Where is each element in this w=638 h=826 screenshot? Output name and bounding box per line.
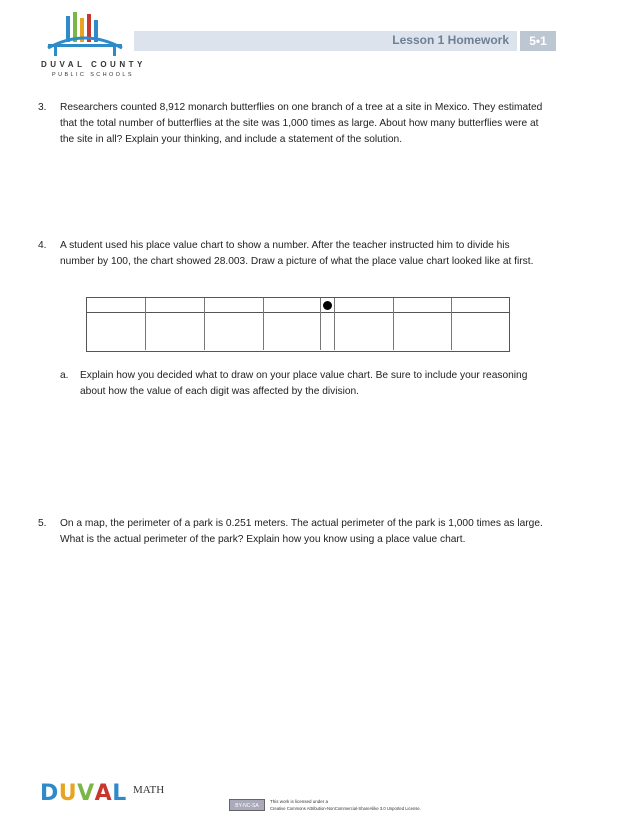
place-value-cell[interactable] xyxy=(335,312,394,350)
header-bar xyxy=(134,31,517,51)
place-value-cell[interactable] xyxy=(452,312,508,350)
place-value-cell[interactable] xyxy=(87,312,146,350)
place-value-cell[interactable] xyxy=(146,312,205,350)
logo-letter: A xyxy=(94,781,113,806)
duval-footer-logo xyxy=(40,781,127,806)
decimal-point-icon xyxy=(323,301,332,310)
place-value-cell xyxy=(335,298,394,312)
place-value-header-row xyxy=(87,298,509,313)
license-line-2: Creative Commons Attribution-NonCommercial-ShareAlike 3.0 Unported License. xyxy=(270,806,421,811)
problem-number: 5. xyxy=(38,518,47,529)
place-value-cell[interactable] xyxy=(205,312,264,350)
logo-letter: L xyxy=(112,781,127,806)
place-value-cell xyxy=(205,298,264,312)
creative-commons-icon: BY-NC-SA xyxy=(229,799,265,811)
problem-4a xyxy=(60,368,550,400)
place-value-cell[interactable] xyxy=(394,312,452,350)
subpart-label: a. xyxy=(60,370,69,381)
logo-letter: D xyxy=(40,781,59,806)
problem-text: A student used his place value chart to show a number. After the teacher instructed him to divide his number by 100, the chart showed 28.003. Draw a picture of what the place value chart looked like at first. xyxy=(60,240,534,267)
logo-letter: V xyxy=(77,781,95,806)
decimal-point-cell xyxy=(321,312,335,350)
problem-3 xyxy=(38,100,543,148)
place-value-cell xyxy=(87,298,146,312)
place-value-cell xyxy=(452,298,508,312)
problem-text: Researchers counted 8,912 monarch butterflies on one branch of a tree at a site in Mexico. They estimated that the total number of butterflies at the site was 1,000 times as large. About how many butterflies were at the site in all? Explain your thinking, and include a statement of the solution. xyxy=(60,102,543,145)
license-line-1: This work is licensed under a xyxy=(270,799,329,804)
district-name: DUVAL COUNTY xyxy=(41,60,146,69)
problem-text: On a map, the perimeter of a park is 0.251 meters. The actual perimeter of the park is 1,000 times as large. What is the actual perimeter of the park? Explain how you know using a place value chart. xyxy=(60,518,543,545)
page-title: Lesson 1 Homework xyxy=(392,33,509,47)
place-value-cell xyxy=(264,298,321,312)
problem-number: 3. xyxy=(38,102,47,113)
district-logo-icon xyxy=(40,10,140,58)
place-value-cell xyxy=(146,298,205,312)
district-subtitle: PUBLIC SCHOOLS xyxy=(52,72,134,78)
decimal-point-cell xyxy=(321,298,335,312)
place-value-chart xyxy=(86,297,510,352)
problem-number: 4. xyxy=(38,240,47,251)
lesson-code-badge: 5•1 xyxy=(520,31,556,51)
problem-4 xyxy=(38,238,543,270)
place-value-digit-row xyxy=(87,312,509,350)
logo-letter: U xyxy=(58,781,78,806)
place-value-cell xyxy=(394,298,452,312)
place-value-cell[interactable] xyxy=(264,312,321,350)
problem-5 xyxy=(38,516,543,548)
math-label: MATH xyxy=(133,784,165,796)
subpart-text: Explain how you decided what to draw on your place value chart. Be sure to include your reasoning about how the value of each digit was affected by the division. xyxy=(80,370,528,397)
